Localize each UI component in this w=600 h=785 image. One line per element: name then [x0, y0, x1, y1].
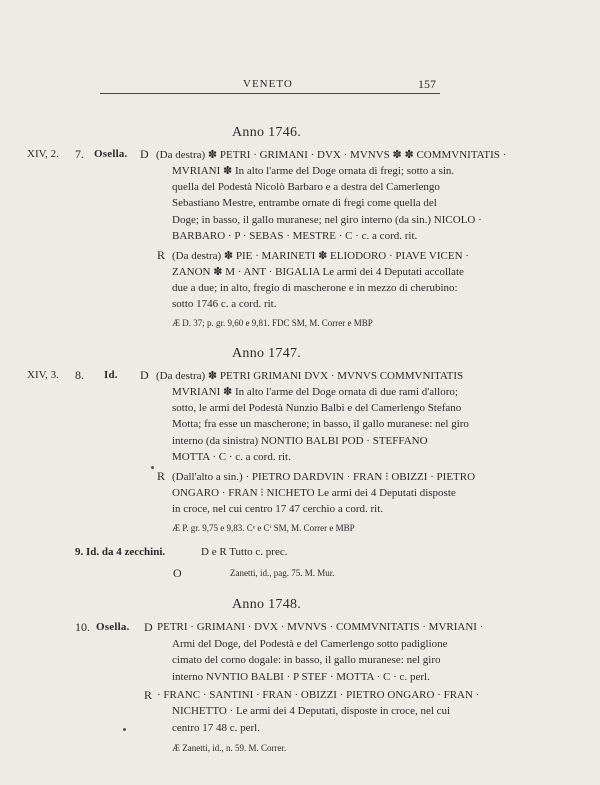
entry-ref: XIV, 2. — [27, 148, 59, 160]
footnote-line: Æ D. 37; p. gr. 9,60 e 9,81. FDC SM, M. Correr e MBP — [172, 318, 373, 328]
text-line: NICHETTO · Le armi dei 4 Deputati, disposte in croce, nel cui — [172, 705, 451, 717]
obverse-symbol: D — [140, 368, 149, 382]
text-line: D e R Tutto c. prec. — [201, 546, 288, 558]
text-line: · FRANC · SANTINI · FRAN · OBIZZI · PIETRO ONGARO · FRAN · — [157, 689, 480, 701]
text-line: ONGARO · FRAN ⁝ NICHETO Le armi dei 4 Deputati disposte — [172, 487, 456, 499]
text-line: sotto 1746 c. a cord. rit. — [172, 298, 277, 310]
text-line: (Da destra) ✽ PETRI GRIMANI DVX · MVNVS COMMVNITATIS — [156, 370, 464, 382]
obverse-symbol: O — [173, 566, 182, 580]
header-rule — [100, 93, 440, 94]
text-line: sotto, le armi del Podestà Nunzio Balbi e del Camerlengo Stefano — [172, 402, 462, 414]
footnote-line: Æ P. gr. 9,75 e 9,83. Cᵉ e Cⁱ SM, M. Correr e MBP — [172, 523, 355, 533]
entry-kind: Osella. — [96, 621, 130, 633]
text-line: (Da destra) ✽ PIE · MARINETI ✽ ELIODORO · PIAVE VICEN · — [172, 250, 469, 262]
text-line: MVRIANI ✽ In alto l'arme del Doge ornata di fregi; sotto a sin. — [172, 165, 455, 177]
footnote-line: Zanetti, id., pag. 75. M. Mur. — [230, 568, 335, 578]
text-line: BARBARO · P · SEBAS · MESTRE · C · c. a cord. rit. — [172, 230, 418, 242]
text-line: (Da destra) ✽ PETRI · GRIMANI · DVX · MVNVS ✽ ✽ COMMVNITATIS · — [156, 149, 507, 161]
text-line: interno (da sinistra) NONTIO BALBI POD · STEFFANO — [172, 435, 428, 447]
text-line: MVRIANI ✽ In alto l'arme del Doge ornata di due rami d'alloro; — [172, 386, 458, 398]
section-year-1746: Anno 1746. — [232, 125, 302, 140]
text-line: ZANON ✽ M · ANT · BIGALIA Le armi dei 4 Deputati accollate — [172, 266, 464, 278]
text-line: Armi del Doge, del Podestà e del Camerlengo sotto padiglione — [172, 638, 448, 650]
entry-kind: Id. — [104, 369, 118, 381]
text-line: in croce, nel cui centro 17 47 cerchio a cord. rit. — [172, 503, 384, 515]
print-speck — [123, 728, 126, 731]
entry-number: 7. — [75, 147, 84, 161]
text-line: Sebastiano Mestre, entrambe ornate di fregi come quella del — [172, 197, 437, 209]
text-line: Doge; in basso, il gallo muranese; nel giro interno (da sin.) NICOLO · — [172, 214, 482, 226]
text-line: Motta; fra esse un mascherone; in basso, il gallo muranese: nel giro — [172, 418, 469, 430]
footnote-line: Æ Zanetti, id., n. 59. M. Correr. — [172, 743, 287, 753]
entry-kind: Osella. — [94, 148, 128, 160]
reverse-symbol: R — [157, 248, 166, 262]
entry-number-line: 9. Id. da 4 zecchini. — [75, 546, 166, 558]
text-line: centro 17 48 c. perl. — [172, 722, 260, 734]
text-line: interno NVNTIO BALBI · P STEF · MOTTA · C · c. perl. — [172, 671, 430, 683]
text-line: quella del Podestà Nicolò Barbaro e a destra del Camerlengo — [172, 181, 440, 193]
text-line: cimato del corno dogale: in basso, il gallo muranese: nel giro — [172, 654, 441, 666]
page-number: 157 — [418, 77, 436, 91]
text-line: PETRI · GRIMANI · DVX · MVNVS · COMMVNITATIS · MVRIANI · — [157, 621, 484, 633]
reverse-symbol: R — [144, 688, 153, 702]
running-header-title: VENETO — [243, 78, 293, 90]
entry-number: 10. — [75, 620, 90, 634]
text-line: MOTTA · C · c. a cord. rit. — [172, 451, 291, 463]
obverse-symbol: D — [144, 620, 153, 634]
print-speck — [151, 466, 154, 469]
entry-ref: XIV, 3. — [27, 369, 59, 381]
obverse-symbol: D — [140, 147, 149, 161]
section-year-1748: Anno 1748. — [232, 597, 302, 612]
text-line: (Dall'alto a sin.) · PIETRO DARDVIN · FRAN ⁝ OBIZZI · PIETRO — [172, 471, 476, 483]
section-year-1747: Anno 1747. — [232, 346, 302, 361]
reverse-symbol: R — [157, 469, 166, 483]
entry-number: 8. — [75, 368, 84, 382]
text-line: due a due; in alto, fregio di mascherone e in mezzo di cherubino: — [172, 282, 458, 294]
